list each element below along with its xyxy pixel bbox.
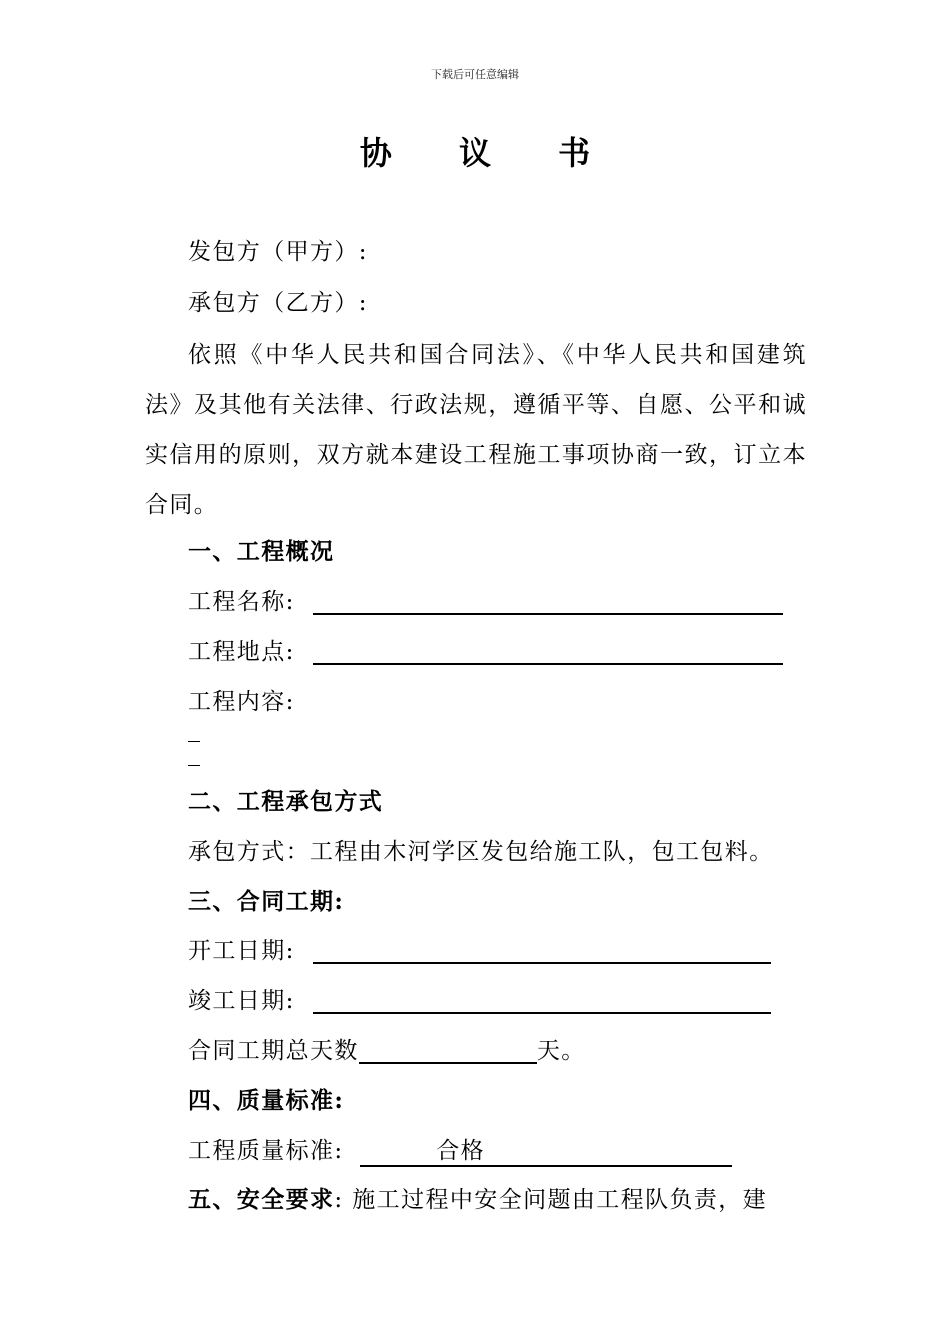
quality-row	[188, 1132, 732, 1167]
section5-text: : 施工过程中安全问题由工程队负责，建	[334, 1187, 768, 1213]
section5-row	[188, 1181, 767, 1214]
quality-value: 合格	[436, 1138, 486, 1164]
start-date-row	[188, 932, 771, 965]
project-content-label: 工程内容:	[188, 689, 295, 715]
party-a-label: 发包方（甲方）:	[188, 239, 368, 265]
total-days-unit: 天。	[536, 1038, 586, 1064]
document-title: 协 议 书	[359, 134, 619, 172]
end-date-field[interactable]	[313, 988, 771, 1014]
intro-paragraph: 依照《中华人民共和国合同法》、《中华人民共和国建筑法》及其他有关法律、行政法规，遵循平等、自愿、公平和诚实信用的原则，双方就本建设工程施工事项协商一致，订立本合同。	[145, 342, 807, 518]
content-blank-line[interactable]	[188, 765, 200, 766]
content-blank-line[interactable]	[188, 741, 200, 742]
section3-heading: 三、合同工期:	[188, 888, 345, 915]
project-name-row	[188, 583, 783, 616]
total-days-label: 合同工期总天数	[188, 1038, 359, 1064]
section4-heading: 四、质量标准:	[188, 1087, 345, 1114]
end-date-row	[188, 982, 771, 1015]
project-location-field[interactable]	[313, 639, 783, 665]
project-name-field[interactable]	[313, 589, 783, 615]
total-days-row	[188, 1032, 586, 1065]
project-location-label: 工程地点:	[188, 639, 295, 665]
section5-heading: 五、安全要求	[188, 1186, 335, 1213]
quality-field[interactable]	[360, 1132, 732, 1167]
section1-heading: 一、工程概况	[188, 538, 335, 565]
header-note: 下载后可任意编辑	[431, 68, 519, 81]
project-location-row	[188, 633, 783, 666]
end-date-label: 竣工日期:	[188, 988, 295, 1014]
start-date-field[interactable]	[313, 938, 771, 964]
section2-heading: 二、工程承包方式	[188, 788, 384, 815]
total-days-field[interactable]	[359, 1038, 537, 1064]
start-date-label: 开工日期:	[188, 938, 295, 964]
contract-mode-text: 承包方式：工程由木河学区发包给施工队，包工包料。	[188, 839, 774, 865]
project-name-label: 工程名称:	[188, 589, 295, 615]
quality-label: 工程质量标准:	[188, 1138, 344, 1164]
party-b-label: 承包方（乙方）:	[188, 290, 368, 316]
